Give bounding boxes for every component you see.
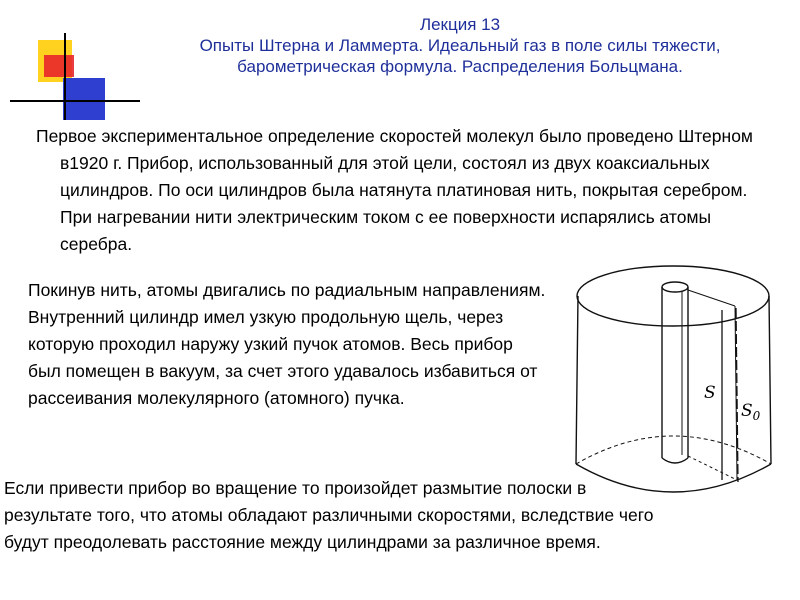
lecture-logo xyxy=(0,0,140,120)
inner-cylinder-top xyxy=(662,282,688,292)
outer-cylinder-bottom-hidden xyxy=(576,436,771,464)
coaxial-cylinders-drawing xyxy=(570,258,788,516)
label-s0: $S_0$ xyxy=(741,401,761,423)
lecture-number: Лекция 13 xyxy=(419,15,501,34)
paragraph-rotation: Если привести прибор во вращение то произойдет размытие полоски в результате того, что атомы обладают различными скоростями, вследствие чего будут преодолевать расстояние между цилиндрами за различное время. xyxy=(4,478,654,552)
outer-cylinder-bottom xyxy=(576,464,771,492)
slide-title xyxy=(120,14,800,77)
title-line-2: барометрическая формула. Распределения Больцмана. xyxy=(237,57,683,76)
apparatus-figure xyxy=(570,258,788,516)
paragraph-stern-experiment: Первое экспериментальное определение скоростей молекул было проведено Штерном в1920 г. Прибор, использованный для этой цели, состоял из двух коаксиальных цилиндров. По оси цилиндров была натянута платиновая нить, покрытая серебром. При нагревании нити электрическим током с ее поверхности испарялись атомы серебра. xyxy=(36,126,753,254)
logo-blue-square xyxy=(63,78,105,120)
inner-cylinder-bottom xyxy=(662,458,688,463)
outer-cylinder-right xyxy=(769,296,771,464)
outer-cylinder-top xyxy=(577,266,769,326)
label-s0-subscript: 0 xyxy=(752,409,761,423)
logo-red-square xyxy=(44,55,74,77)
beam-upper-edge xyxy=(688,290,735,306)
label-s: S xyxy=(704,383,716,403)
paragraph-radial-motion: Покинув нить, атомы двигались по радиальным направлениям. Внутренний цилиндр имел узкую продольную щель, через которую проходил наружу узкий пучок атомов. Весь прибор был помещен в вакуум, за счет этого удавалось избавиться от рассеивания молекулярного (атомного) пучка. xyxy=(28,280,546,408)
outer-cylinder-left xyxy=(576,296,578,464)
title-line-1: Опыты Штерна и Ламмерта. Идеальный газ в поле силы тяжести, xyxy=(199,36,721,55)
beam-lower-edge xyxy=(688,456,737,480)
